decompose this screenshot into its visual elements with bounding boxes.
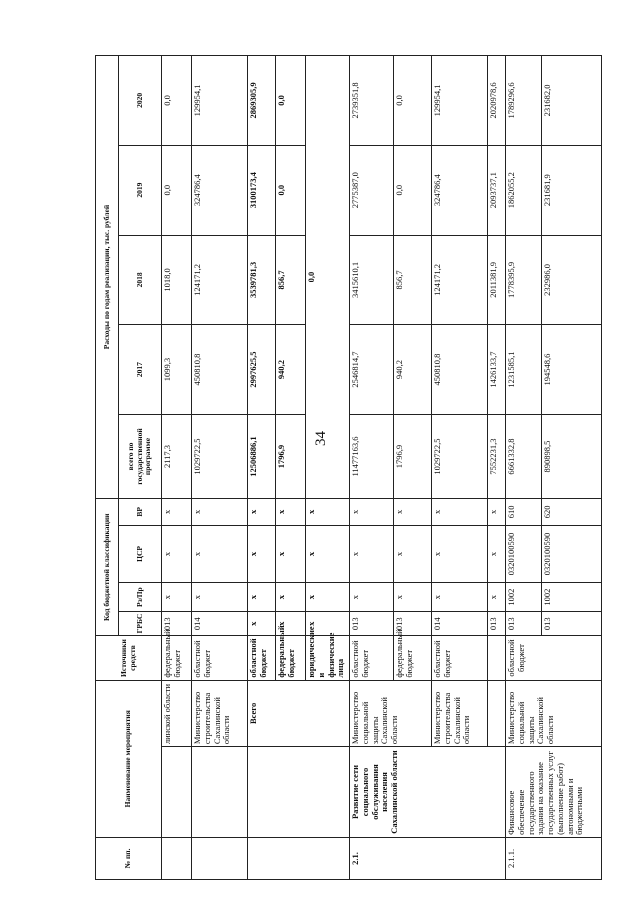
table-row: [506, 56, 542, 880]
cell-2018: 3415610,1: [350, 235, 394, 325]
cell-2017: 2997625,5: [248, 325, 276, 415]
cell-total: 12506886,1: [248, 414, 276, 498]
cell-performer: Всего: [248, 680, 350, 746]
cell-2019: 0,0: [394, 145, 432, 235]
cell-rzpr: х: [306, 583, 350, 612]
cell-2017: 1231585,1: [506, 325, 542, 415]
cell-rzpr: х: [488, 583, 506, 612]
cell-rzpr: х: [248, 583, 276, 612]
cell-2018: 856,7: [276, 235, 306, 325]
cell-vr: х: [394, 499, 432, 526]
table-row: [162, 56, 192, 880]
cell-source: областной бюджет: [350, 636, 394, 680]
cell-csr: 0320100590: [542, 525, 602, 583]
cell-csr: х: [394, 525, 432, 583]
cell-total: 2117,3: [162, 414, 192, 498]
cell-source: областной бюджет: [506, 636, 602, 680]
cell-2017: 940,2: [394, 325, 432, 415]
cell-total: 11477163,6: [350, 414, 394, 498]
cell-name-2-1-1: Финансовое обеспечение государственного задания на оказание государственных услуг (выполнение работ) автономными и бюджетными: [506, 747, 602, 838]
cell-source: федеральный бюджет: [162, 636, 192, 680]
cell-grbs: х: [306, 612, 350, 636]
cell-csr: х: [432, 525, 488, 583]
cell-no-2-1-1: 2.1.1.: [506, 837, 602, 879]
cell-rzpr: 1002: [506, 583, 542, 612]
cell-2020: 129954,1: [432, 56, 488, 146]
cell-csr: х: [192, 525, 248, 583]
cell-source: областной бюджет: [192, 636, 248, 680]
header-no: № пп.: [96, 837, 162, 879]
cell-2019: 324786,4: [192, 145, 248, 235]
cell-vr: х: [248, 499, 276, 526]
cell-total: 1796,9: [276, 414, 306, 498]
header-grbs: ГРБС: [119, 612, 162, 636]
table-viewport: [95, 55, 585, 880]
cell-name: [192, 747, 248, 838]
cell-2020: 0,0: [276, 56, 306, 146]
cell-grbs: х: [276, 612, 306, 636]
cell-2020: 0,0: [394, 56, 432, 146]
cell-rzpr: х: [394, 583, 432, 612]
cell-total: 890898,5: [542, 414, 602, 498]
cell-csr: х: [162, 525, 192, 583]
cell-2018: 1018,0: [162, 235, 192, 325]
cell-2017: 1426133,7: [488, 325, 506, 415]
cell-grbs: 013: [162, 612, 192, 636]
cell-csr: х: [276, 525, 306, 583]
cell-vr: х: [276, 499, 306, 526]
cell-no: [162, 837, 192, 879]
cell-2019: 0,0: [162, 145, 192, 235]
cell-2017: 2546814,7: [350, 325, 394, 415]
cell-source: федеральный бюджет: [394, 636, 432, 680]
cell-no-2-1: 2.1.: [350, 837, 506, 879]
table-row: [248, 56, 276, 880]
cell-2018: 856,7: [394, 235, 432, 325]
cell-2018: 232986,0: [542, 235, 602, 325]
cell-2019: 3100173,4: [248, 145, 276, 235]
cell-source: [488, 636, 506, 680]
cell-total: 1796,9: [394, 414, 432, 498]
cell-grbs: 013: [506, 612, 542, 636]
cell-performer: Министерство социальной защиты Сахалинской области: [506, 680, 602, 746]
cell-2018: 3539781,3: [248, 235, 276, 325]
rotated-table-container: [95, 55, 585, 880]
cell-rzpr: х: [192, 583, 248, 612]
cell-2017: 1099,3: [162, 325, 192, 415]
cell-2018: 124171,2: [192, 235, 248, 325]
cell-total: 7552231,3: [488, 414, 506, 498]
cell-grbs: 013: [542, 612, 602, 636]
cell-csr: х: [248, 525, 276, 583]
cell-grbs: 014: [432, 612, 488, 636]
cell-2020: 2020978,6: [488, 56, 506, 146]
cell-performer: [488, 680, 506, 746]
cell-performer: Министерство строительства Сахалинской области: [192, 680, 248, 746]
budget-table: [95, 55, 602, 880]
cell-2020: 129954,1: [192, 56, 248, 146]
cell-no: [192, 837, 248, 879]
cell-rzpr: х: [276, 583, 306, 612]
cell-2020: 1789296,6: [506, 56, 542, 146]
cell-2019: 2093737,1: [488, 145, 506, 235]
cell-source: областной бюджет: [248, 636, 276, 680]
cell-csr: х: [306, 525, 350, 583]
cell-csr: х: [488, 525, 506, 583]
cell-source: юридические и физические лица: [306, 636, 350, 680]
cell-2018: 1778395,9: [506, 235, 542, 325]
cell-name-2-1: Развитие сети социального обслуживания населения Сахалинской области: [350, 747, 506, 838]
header-rzpr: Рз/Пр: [119, 583, 162, 612]
header-row-1: [96, 56, 119, 880]
cell-name: [162, 747, 192, 838]
header-total: всего по государственной программе: [119, 414, 162, 498]
cell-2020: 231682,0: [542, 56, 602, 146]
table-row: [350, 56, 394, 880]
cell-grbs: 013: [350, 612, 394, 636]
header-2018: 2018: [119, 235, 162, 325]
cell-total-merged: 0,0: [306, 56, 350, 499]
cell-no: [248, 837, 350, 879]
cell-total: 1029722,5: [432, 414, 488, 498]
cell-grbs: х: [248, 612, 276, 636]
cell-vr: х: [306, 499, 350, 526]
cell-csr: 0320100590: [506, 525, 542, 583]
cell-rzpr: х: [432, 583, 488, 612]
cell-source: федеральный бюджет: [276, 636, 306, 680]
cell-vr: х: [162, 499, 192, 526]
header-2019: 2019: [119, 145, 162, 235]
cell-vr: 620: [542, 499, 602, 526]
header-budget-code: Код бюджетной классификации: [96, 499, 119, 636]
cell-2019: 1862055,2: [506, 145, 542, 235]
header-name: Наименование мероприятия: [96, 680, 162, 837]
cell-total: 6661332,8: [506, 414, 542, 498]
cell-performer: линской области: [162, 680, 192, 746]
cell-total: 1029722,5: [192, 414, 248, 498]
header-2020: 2020: [119, 56, 162, 146]
header-csr: ЦСР: [119, 525, 162, 583]
cell-performer: Министерство социальной защиты Сахалинской области: [350, 680, 432, 746]
cell-csr: х: [350, 525, 394, 583]
cell-2020: 2739351,8: [350, 56, 394, 146]
cell-2019: 231681,9: [542, 145, 602, 235]
cell-rzpr: х: [162, 583, 192, 612]
cell-2019: 0,0: [276, 145, 306, 235]
cell-rzpr: 1002: [542, 583, 602, 612]
cell-2018: 124171,2: [432, 235, 488, 325]
cell-2019: 2775387,0: [350, 145, 394, 235]
cell-grbs: 014: [192, 612, 248, 636]
header-2017: 2017: [119, 325, 162, 415]
cell-2020: 0,0: [162, 56, 192, 146]
cell-vr: х: [488, 499, 506, 526]
cell-2020: 2869305,9: [248, 56, 276, 146]
cell-2019: 324786,4: [432, 145, 488, 235]
cell-vr: х: [432, 499, 488, 526]
cell-grbs: 013: [488, 612, 506, 636]
cell-name: [248, 747, 350, 838]
header-vr: ВР: [119, 499, 162, 526]
cell-performer: Министерство строительства Сахалинской области: [432, 680, 488, 746]
cell-rzpr: х: [350, 583, 394, 612]
cell-vr: х: [192, 499, 248, 526]
cell-2017: 450810,8: [192, 325, 248, 415]
cell-vr: 610: [506, 499, 542, 526]
cell-2017: 450810,8: [432, 325, 488, 415]
page-number: 34: [313, 431, 329, 446]
header-source: Источники средств: [96, 636, 162, 680]
cell-source: областной бюджет: [432, 636, 488, 680]
cell-vr: х: [350, 499, 394, 526]
header-expenses: Расходы по годам реализации, тыс. рублей: [96, 56, 119, 499]
cell-2017: 940,2: [276, 325, 306, 415]
cell-grbs: 013: [394, 612, 432, 636]
cell-2018: 2011381,9: [488, 235, 506, 325]
table-row: [192, 56, 248, 880]
cell-2017: 194548,6: [542, 325, 602, 415]
